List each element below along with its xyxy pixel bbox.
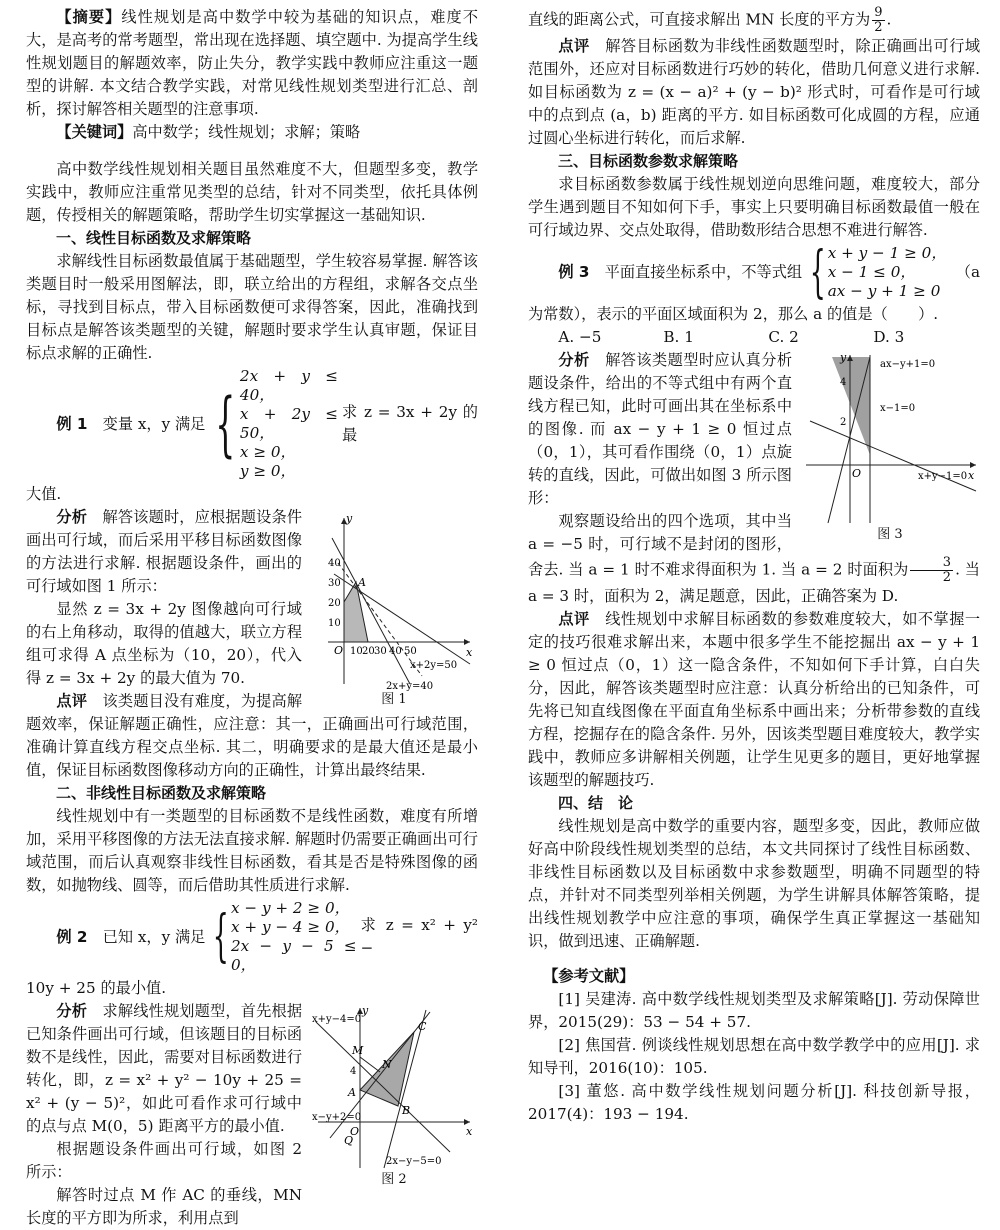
figure2-y-label: y	[362, 1004, 369, 1017]
example3-analysis2: 观察题设给出的四个选项，其中当 a = −5 时，可行域不是封闭的图形，舍去. 当 a = 1 时不难求得面积为 1. 当 a = 2 时面积为 $\frac{3}{2}$ . 当 a = 3 时，面积为 2，满足题意，因此，正确答案为 D.	[528, 512, 980, 605]
example1-analysis2: 显然 z = 3x + 2y 图像越向可行域的右上角移动，取得的值越大，联立方程组可求得 A 点坐标为（10，20），代入得 z = 3x + 2y 的最大值为 70.	[26, 600, 302, 687]
example1-constraint: 2x + y ≤ 40，	[239, 367, 339, 404]
figure1	[310, 508, 478, 708]
figure1-xtick: 40	[389, 646, 402, 657]
figure2-point-n: N	[382, 1058, 392, 1071]
right-column	[528, 6, 980, 1126]
figure2	[310, 1002, 478, 1188]
example3-comment: 点评 线性规划中求解目标函数的参数难度较大，如不掌握一定的技巧很难求解出来，本题中很多学生不能挖掘出 ax − y + 1 ≥ 0 恒过点（0，1）这一隐含条件，不知如何下手计算，白白失分，因此，解答该类题型时应注意：认真分析给出的已知条件，可先将已知直线图像在平面直角坐标系中画出来；分析带参数的直线方程，挖掘存在的隐含条件. 另外，因该类型题目难度较大，教学实践中，教师应多讲解相关例题，让学生见更多的题目，更好地掌握该题型的解题技巧.	[528, 610, 981, 789]
example1-comment: 点评 该类题目没有难度，为提高解题效率，保证解题正确性，应注意：其一，正确画出可行域范围，准确计算直线方程交点坐标. 其二，明确要求的是最大值还是最小值，保证目标函数图像移动方向的正确性，计算出最终结果.	[26, 692, 478, 779]
arrow-icon	[970, 462, 976, 468]
abstract-text: 线性规划是高中数学中较为基础的知识点，难度不大，是高考的常考题型，常出现在选择题、填空题中. 为提高学生线性规划题目的解题效率，防止失分，教学实践中教师应注重这一题型的讲解. 本文结合教学实践，对常见线性规划类型进行汇总、剖析，探讨解答相关题型的注意事项.	[26, 8, 479, 118]
figure2-point-b: B	[402, 1104, 411, 1117]
section4-paragraph: 线性规划是高中数学的重要内容，题型多变，因此，教师应做好高中阶段线性规划类型的总结，本文共同探讨了线性目标函数、非线性目标函数以及目标函数中求参数题型，明确不同题型的特点，并针对不同类型列举相关例题，为学生讲解具体解答策略，提出线性规划教学中应注意的事项，确保学生真正掌握这一基础知识，做到迅速、正确解题.	[528, 817, 980, 950]
keywords	[26, 121, 478, 144]
figure1-y-label: y	[346, 512, 353, 525]
figure1-ytick: 10	[328, 618, 341, 629]
figure3-line2-label: x−1=0	[880, 403, 916, 414]
example3-tail: （a	[955, 263, 980, 281]
section3-paragraph: 求目标函数参数属于线性规划逆向思维问题，难度较大，部分学生遇到题目不知如何下手，事实上只要明确目标函数最值一般在可行域边界、交点处取得，借助数形结合思想不难进行解答.	[528, 175, 980, 239]
section4-heading: 四、结 论	[558, 794, 634, 812]
example2-constraint: x − y + 2 ≥ 0，	[231, 899, 350, 917]
choice-d: D. 3	[873, 328, 905, 346]
example1-label: 例 1	[56, 414, 88, 433]
figure3-tick: 4	[840, 377, 847, 388]
brace-icon: {	[213, 904, 230, 969]
section2-paragraph: 线性规划中有一类题型的目标函数不是线性函数，难度有所增加，采用平移图像的方法无法直接求解. 解题时仍需要正确画出可行域范围，而后认真观察非线性目标函数，看其是否是特殊图像的函数，如抛物线、圆等，而后借助其性质进行求解.	[26, 807, 478, 894]
figure3-line1-label: ax−y+1=0	[880, 359, 936, 370]
figure2-point-m: M	[352, 1044, 364, 1057]
example1-analysis-label: 分析	[56, 508, 88, 526]
keywords-label: 【关键词】	[56, 123, 133, 141]
figure3-y-label: y	[840, 351, 847, 364]
left-column	[26, 6, 478, 1230]
figure1-feasible-region	[344, 582, 368, 642]
figure1-xtick: 30	[374, 646, 387, 657]
figure2-x-label: x	[466, 1125, 473, 1138]
example2-system	[209, 899, 356, 975]
figure2-point-c: C	[418, 1020, 427, 1033]
example1-system	[209, 367, 338, 481]
figure1-ytick: 20	[328, 598, 341, 609]
keywords-text: 高中数学；线性规划；求解；策略	[132, 123, 361, 141]
figure3-caption: 图 3	[877, 527, 903, 542]
example1-tail: 求 z = 3x + 2y 的最	[342, 403, 478, 444]
figure1-line1-label: x+2y=50	[410, 660, 458, 671]
example3-comment-label: 点评	[558, 610, 590, 628]
figure2-line3-label: 2x−y−5=0	[386, 1156, 442, 1167]
example1-constraint: y ≥ 0，	[239, 462, 296, 480]
abstract	[26, 6, 478, 121]
example3-constraint: x − 1 ≤ 0，	[827, 263, 916, 281]
example2-analysis: 分析 求解线性规划题型，首先根据已知条件画出可行域，但该题目的目标函数不是线性，因此，需要对目标函数进行转化，即，z = x² + y² − 10y + 25 = x² + (y − 5)²，如此可看作求可行域中的点与点 M(0，5) 距离平方的最小值.	[26, 1002, 303, 1135]
example3-constraint: x + y − 1 ≥ 0，	[827, 244, 947, 262]
figure3-tick: 2	[840, 417, 847, 428]
figure1-caption: 图 1	[381, 692, 407, 707]
example1	[26, 367, 478, 481]
figure2-line-x-y-4	[316, 1022, 450, 1152]
example2-constraint: 2x − y − 5 ≤ 0，	[231, 937, 357, 974]
fraction: $\frac{9}{2}$	[874, 5, 883, 35]
brace-icon: {	[215, 383, 236, 465]
figure1-line2-label: 2x+y=40	[386, 681, 434, 692]
example1-analysis: 分析 解答该题时，应根据题设条件画出可行域，而后采用平移目标函数图像的方法进行求解. 根据题设条件，画出的可行域如图 1 所示：	[26, 508, 303, 595]
fraction: $\frac{3}{2}$	[910, 556, 953, 585]
section1-paragraph: 求解线性目标函数最值属于基础题型，学生较容易掌握. 解答该类题目时一般采用图解法，即，联立给出的方程组，求解各交点坐标，寻找到目标点，带入目标函数便可求得答案，因此，准确找到目标点是解答该类题型的关键，解题时要求学生认真审题，保证目标点求解的正确性.	[26, 252, 478, 362]
example2-tail: 求 z = x² + y² −	[360, 916, 478, 957]
example2-comment-label: 点评	[558, 37, 590, 55]
figure3-origin: O	[852, 467, 862, 480]
example1-constraint: x ≥ 0，	[239, 443, 296, 461]
example3-analysis-label: 分析	[558, 351, 590, 369]
figure2-graph	[310, 1002, 478, 1172]
figure1-x-label: x	[466, 646, 473, 659]
example1-tail2: 大值.	[26, 485, 62, 503]
example2	[26, 899, 478, 975]
figure2-line1-label: x+y−4=0	[312, 1014, 362, 1025]
abstract-label: 【摘要】	[56, 8, 122, 26]
references-title: 【参考文献】	[543, 967, 635, 985]
section1-heading: 一、线性目标函数及求解策略	[56, 229, 252, 247]
figure1-graph	[310, 508, 478, 692]
example3-constraint: ax − y + 1 ≥ 0	[827, 282, 941, 300]
continued-text: 直线的距离公式，可直接求解出 MN 长度的平方为 $\frac{9}{2}$ .	[528, 5, 892, 35]
example3-label: 例 3	[558, 263, 590, 281]
figure2-point-q: Q	[344, 1134, 354, 1147]
figure2-tick: 4	[350, 1066, 357, 1077]
reference-item: [2] 焦国营. 例谈线性规划思想在高中数学教学中的应用[J]. 求知导刊，2016(10)：105.	[528, 1036, 980, 1077]
example3-choices	[528, 326, 980, 349]
example3-lead: 平面直接坐标系中，不等式组	[604, 263, 803, 281]
example2-label: 例 2	[56, 927, 88, 946]
reference-item: [1] 吴建涛. 高中数学线性规划类型及求解策略[J]. 劳动保障世界，2015(29)：53 − 54 + 57.	[528, 990, 980, 1031]
figure1-point-a: A	[358, 576, 366, 589]
example2-tail2: 10y + 25 的最小值.	[26, 979, 167, 997]
example1-comment-label: 点评	[56, 692, 88, 710]
figure2-point-a: A	[348, 1086, 356, 1099]
example3-system	[806, 239, 947, 305]
figure2-origin: O	[350, 1125, 360, 1138]
example3	[528, 239, 980, 305]
figure1-ytick: 30	[328, 578, 341, 589]
figure2-caption: 图 2	[381, 1172, 407, 1187]
choice-a: A. −5	[558, 328, 602, 346]
intro-paragraph: 高中数学线性规划相关题目虽然难度不大，但题型多变，教学实践中，教师应注重常见类型的总结，针对不同类型，依托具体例题，传授相关的解题策略，帮助学生切实掌握这一基础知识.	[26, 160, 478, 224]
example2-analysis3: 解答时过点 M 作 AC 的垂线，MN 长度的平方即为所求，利用点到	[26, 1186, 302, 1227]
figure3-feasible-region	[832, 357, 870, 455]
choice-b: B. 1	[663, 328, 694, 346]
figure3-x-label: x	[968, 469, 975, 482]
example2-constraint: x + y − 4 ≥ 0，	[231, 918, 350, 936]
example1-constraint: x + 2y ≤ 50，	[239, 405, 339, 442]
example3-analysis: 分析 解答该类题型时应认真分析题设条件，给出的不等式组中有两个直线方程已知，此时可画出其在坐标系中的图像. 而 ax − y + 1 ≥ 0 恒过点（0，1），其可看作围绕（0，1）点旋转的直线，因此，可做出如图 3 所示图形：	[528, 351, 793, 507]
brace-icon: {	[809, 239, 826, 305]
example2-comment: 点评 解答目标函数为非线性函数题型时，除正确画出可行域范围外，还应对目标函数进行巧妙的转化，借助几何意义进行求解. 如目标函数为 z = (x − a)² + (y − b)² 形式时，可看作是可行域中的点到点 (a，b) 距离的平方. 如目标函数可化成圆的方程，应通过圆心坐标进行转化，而后求解.	[528, 37, 981, 147]
figure3-line3-label: x+y−1=0	[918, 471, 968, 482]
figure1-xtick: 20	[362, 646, 375, 657]
figure1-ytick: 40	[328, 558, 341, 569]
choice-c: C. 2	[768, 328, 799, 346]
example2-analysis-label: 分析	[56, 1002, 88, 1020]
arrow-icon	[464, 639, 470, 645]
example1-lead: 变量 x，y 满足	[102, 414, 206, 433]
figure3-graph	[800, 351, 980, 527]
figure1-origin: O	[334, 644, 344, 657]
figure1-xtick: 50	[404, 646, 417, 657]
reference-item: [3] 董悠. 高中数学线性规划问题分析[J]. 科技创新导报，2017(4)：193 − 194.	[528, 1082, 980, 1123]
section2-heading: 二、非线性目标函数及求解策略	[56, 784, 267, 802]
example2-analysis2: 根据题设条件画出可行域，如图 2 所示：	[26, 1140, 302, 1181]
figure3	[800, 351, 980, 543]
example2-lead: 已知 x，y 满足	[102, 927, 206, 946]
example3-tail2: 为常数），表示的平面区域面积为 2，那么 a 的值是（ ）.	[528, 305, 939, 323]
figure2-perpendicular	[360, 1057, 380, 1072]
figure2-line2-label: x−y+2=0	[312, 1112, 362, 1123]
figure1-xtick: 10	[350, 646, 363, 657]
section3-heading: 三、目标函数参数求解策略	[558, 152, 739, 170]
